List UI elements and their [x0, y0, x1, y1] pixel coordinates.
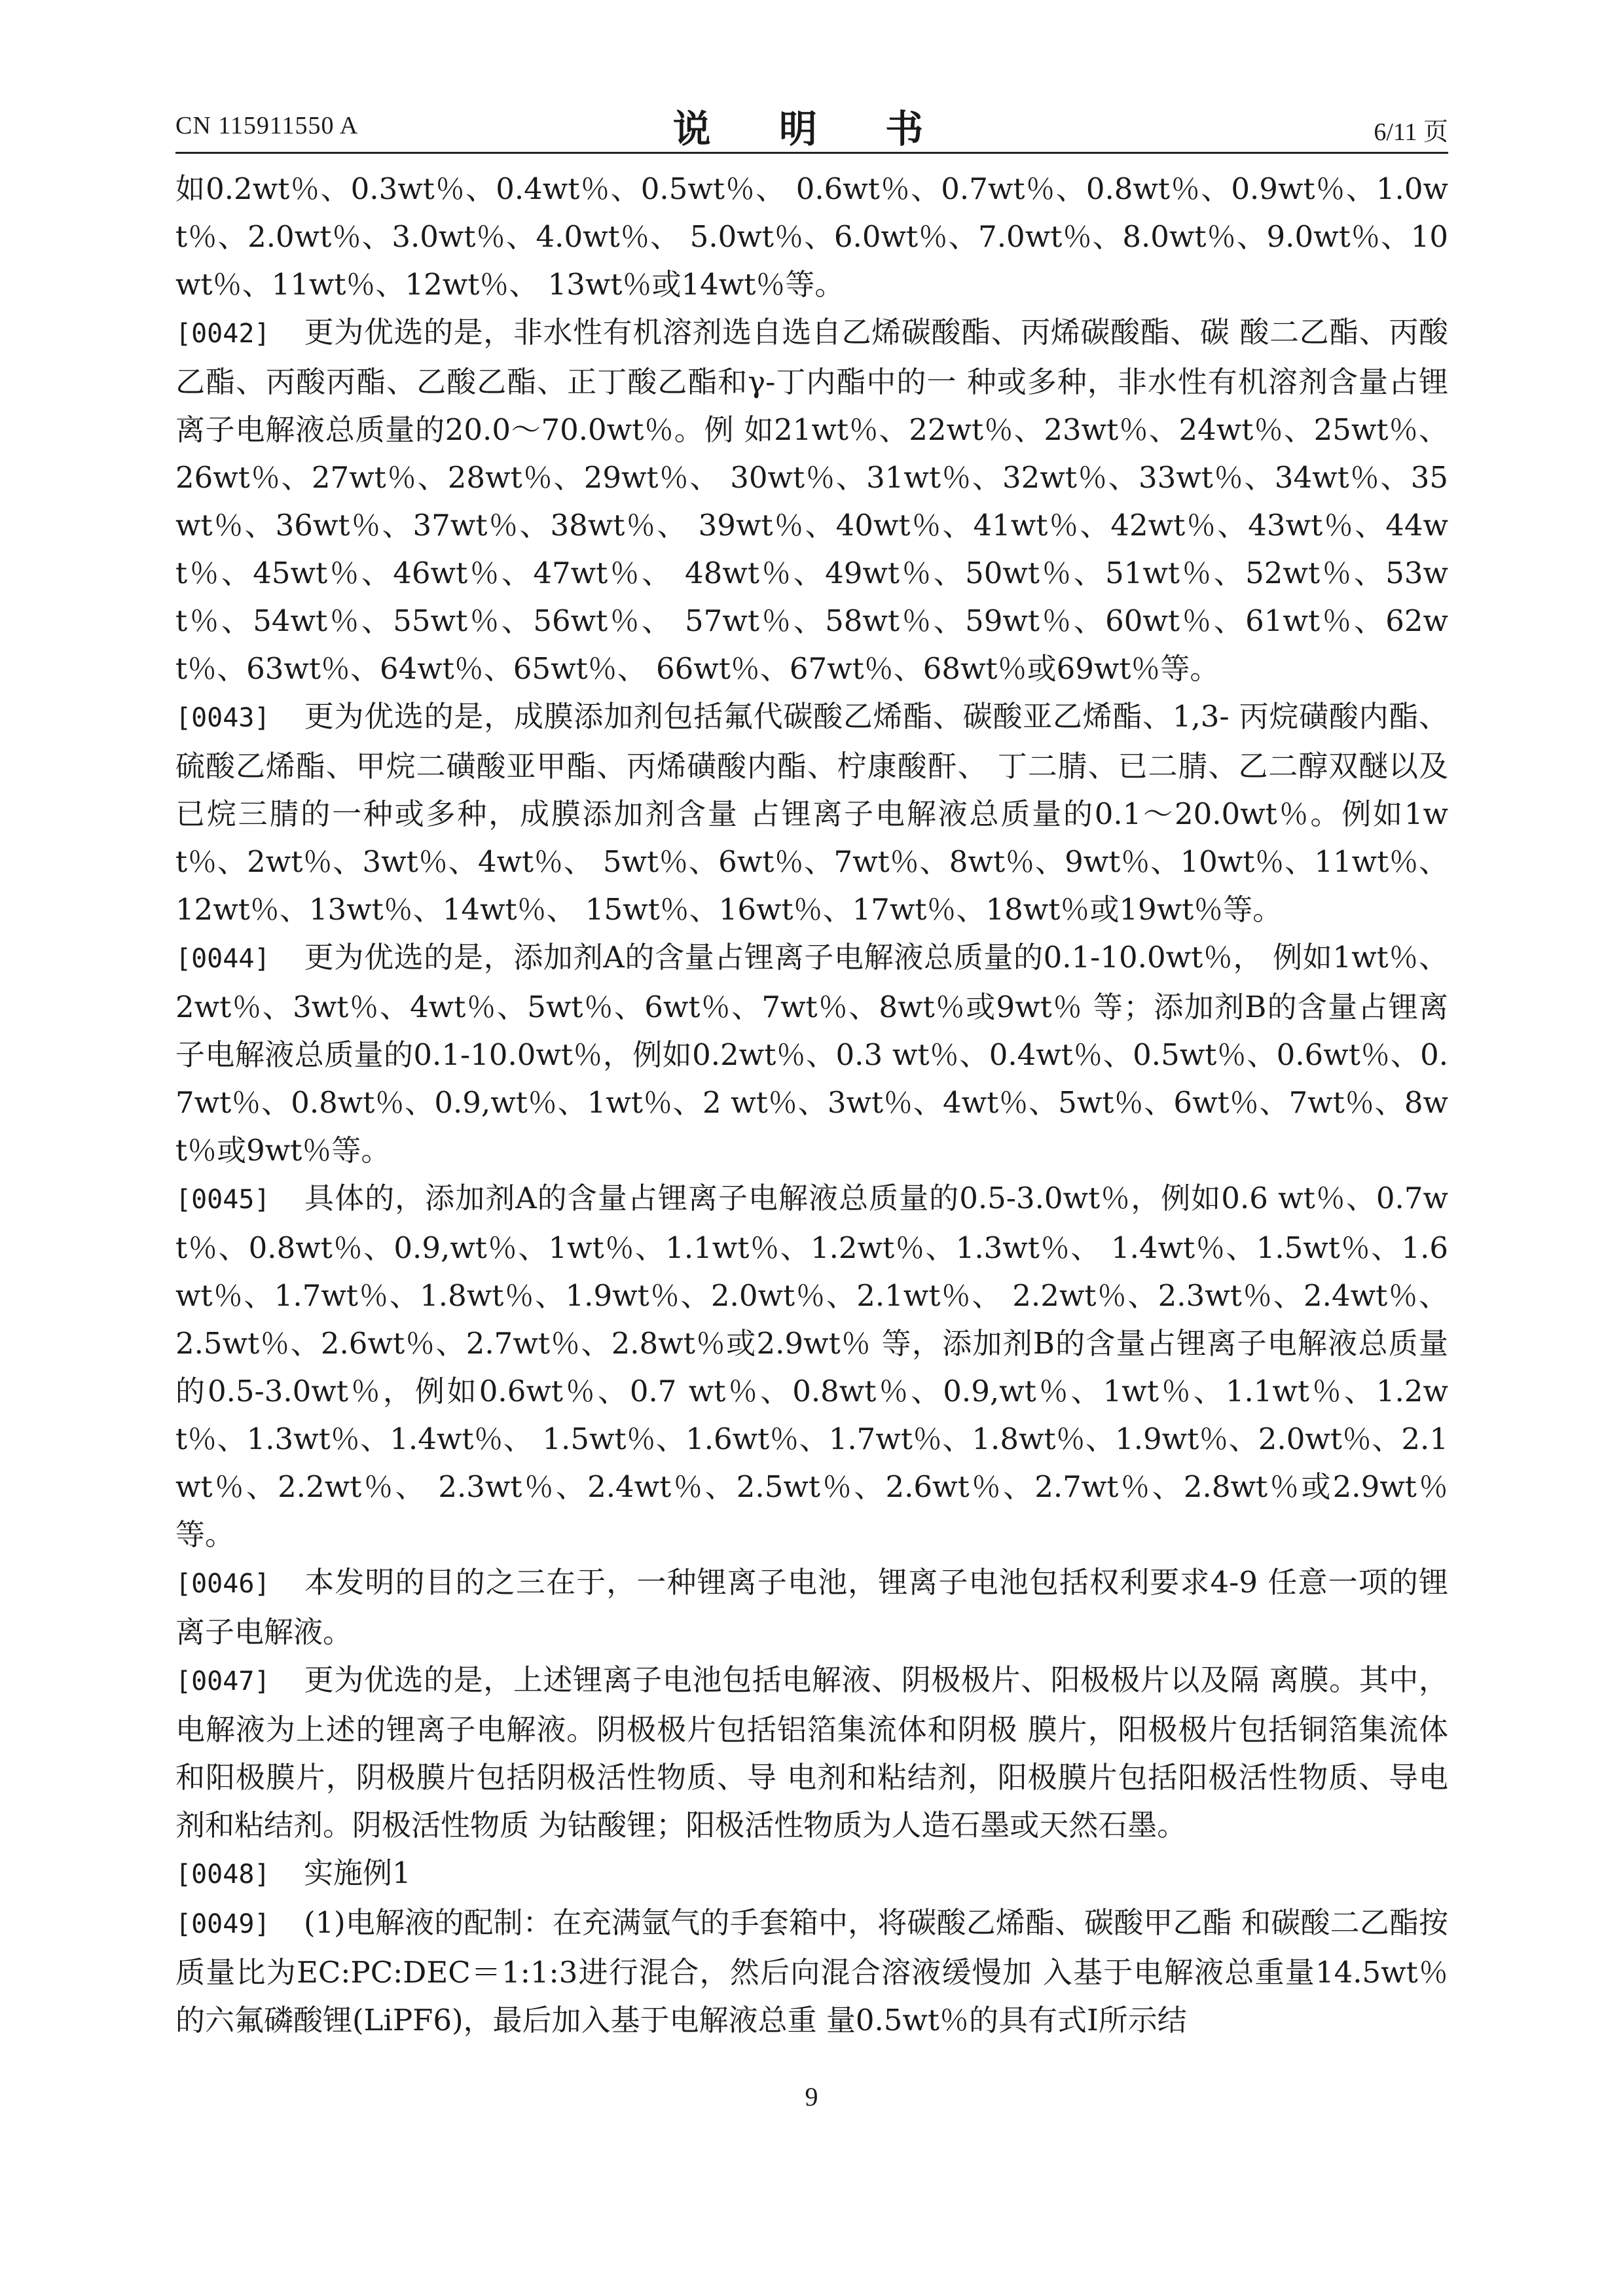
- paragraph-number: [0045]: [175, 1185, 270, 1215]
- paragraph-number: [0048]: [175, 1859, 270, 1890]
- paragraph-number: [0042]: [175, 319, 270, 349]
- paragraph-0043: [0043] 更为优选的是，成膜添加剂包括氟代碳酸乙烯酯、碳酸亚乙烯酯、1,3‑ 丙烷磺酸内酯、硫酸乙烯酯、甲烷二磺酸亚甲酯、丙烯磺酸内酯、柠康酸酐、 丁二腈、已二腈、乙二醇双醚以及已烷三腈的一种或多种，成膜添加剂含量 占锂离子电解液总质量的0.1～20.0wt％。例如1wt％、2wt％、3wt％、4wt％、 5wt％、6wt％、7wt％、8wt％、9wt％、10wt％、11wt％、12wt％、13wt％、14wt％、 15wt％、16wt％、17wt％、18wt％或19wt％等。: [175, 692, 1448, 933]
- document-title: 说 明 书: [672, 107, 951, 151]
- paragraph-number: [0046]: [175, 1569, 270, 1599]
- document-body: [175, 165, 1448, 2044]
- publication-number: CN 115911550 A: [175, 112, 359, 139]
- paragraph-number: [0043]: [175, 703, 270, 733]
- paragraph-number: [0044]: [175, 944, 270, 974]
- paragraph-0048: [0048] 实施例1: [175, 1849, 1448, 1899]
- header-rule: [175, 152, 1448, 154]
- paragraph-number: [0047]: [175, 1666, 270, 1696]
- paragraph-0044: [0044] 更为优选的是，添加剂A的含量占锂离子电解液总质量的0.1‑10.0wt％， 例如1wt％、2wt％、3wt％、4wt％、5wt％、6wt％、7wt％、8wt％或9wt％ 等；添加剂B的含量占锂离子电解液总质量的0.1‑10.0wt％，例如0.2wt％、0.3 wt％、0.4wt％、0.5wt％、0.6wt％、0.7wt％、0.8wt％、0.9,wt％、1wt％、2 wt％、3wt％、4wt％、5wt％、6wt％、7wt％、8wt％或9wt％等。: [175, 933, 1448, 1174]
- paragraph-0047: [0047] 更为优选的是，上述锂离子电池包括电解液、阴极极片、阳极极片以及隔 离膜。其中，电解液为上述的锂离子电解液。阴极极片包括铝箔集流体和阴极 膜片，阳极极片包括铜箔集流体和阳极膜片，阴极膜片包括阴极活性物质、导 电剂和粘结剂，阳极膜片包括阳极活性物质、导电剂和粘结剂。阴极活性物质 为钴酸锂；阳极活性物质为人造石墨或天然石墨。: [175, 1656, 1448, 1849]
- page-info: 6/11 页: [1374, 118, 1448, 146]
- paragraph-0045: [0045] 具体的，添加剂A的含量占锂离子电解液总质量的0.5‑3.0wt％，例如0.6 wt％、0.7wt％、0.8wt％、0.9,wt％、1wt％、1.1wt％、1.2wt％、1.3wt％、 1.4wt％、1.5wt％、1.6wt％、1.7wt％、1.8wt％、1.9wt％、2.0wt％、2.1wt％、 2.2wt％、2.3wt％、2.4wt％、2.5wt％、2.6wt％、2.7wt％、2.8wt％或2.9wt％ 等，添加剂B的含量占锂离子电解液总质量的0.5‑3.0wt％，例如0.6wt％、0.7 wt％、0.8wt％、0.9,wt％、1wt％、1.1wt％、1.2wt％、1.3wt％、1.4wt％、 1.5wt％、1.6wt％、1.7wt％、1.8wt％、1.9wt％、2.0wt％、2.1wt％、2.2wt％、 2.3wt％、2.4wt％、2.5wt％、2.6wt％、2.7wt％、2.8wt％或2.9wt％等。: [175, 1174, 1448, 1558]
- page-header: [175, 98, 1448, 151]
- paragraph-0042: [0042] 更为优选的是，非水性有机溶剂选自选自乙烯碳酸酯、丙烯碳酸酯、碳 酸二乙酯、丙酸乙酯、丙酸丙酯、乙酸乙酯、正丁酸乙酯和γ‑丁内酯中的一 种或多种，非水性有机溶剂含量占锂离子电解液总质量的20.0～70.0wt％。例 如21wt％、22wt％、23wt％、24wt％、25wt％、26wt％、27wt％、28wt％、29wt％、 30wt％、31wt％、32wt％、33wt％、34wt％、35wt％、36wt％、37wt％、38wt％、 39wt％、40wt％、41wt％、42wt％、43wt％、44wt％、45wt％、46wt％、47wt％、 48wt％、49wt％、50wt％、51wt％、52wt％、53wt％、54wt％、55wt％、56wt％、 57wt％、58wt％、59wt％、60wt％、61wt％、62wt％、63wt％、64wt％、65wt％、 66wt％、67wt％、68wt％或69wt％等。: [175, 308, 1448, 692]
- paragraph-number: [0049]: [175, 1909, 270, 1939]
- paragraph-continued: 如0.2wt％、0.3wt％、0.4wt％、0.5wt％、 0.6wt％、0.7wt％、0.8wt％、0.9wt％、1.0wt％、2.0wt％、3.0wt％、4.0wt％、 5.0wt％、6.0wt％、7.0wt％、8.0wt％、9.0wt％、10wt％、11wt％、12wt％、 13wt％或14wt％等。: [175, 171, 1448, 302]
- page-number: 9: [805, 2082, 818, 2111]
- paragraph-0049: [0049] (1)电解液的配制：在充满氩气的手套箱中，将碳酸乙烯酯、碳酸甲乙酯 和碳酸二乙酯按质量比为EC:PC:DEC＝1:1:3进行混合，然后向混合溶液缓慢加 入基于电解液总重量14.5wt％的六氟磷酸锂(LiPF6)，最后加入基于电解液总重 量0.5wt％的具有式I所示结: [175, 1899, 1448, 2044]
- paragraph-0046: [0046] 本发明的目的之三在于，一种锂离子电池，锂离子电池包括权利要求4‑9 任意一项的锂离子电解液。: [175, 1558, 1448, 1656]
